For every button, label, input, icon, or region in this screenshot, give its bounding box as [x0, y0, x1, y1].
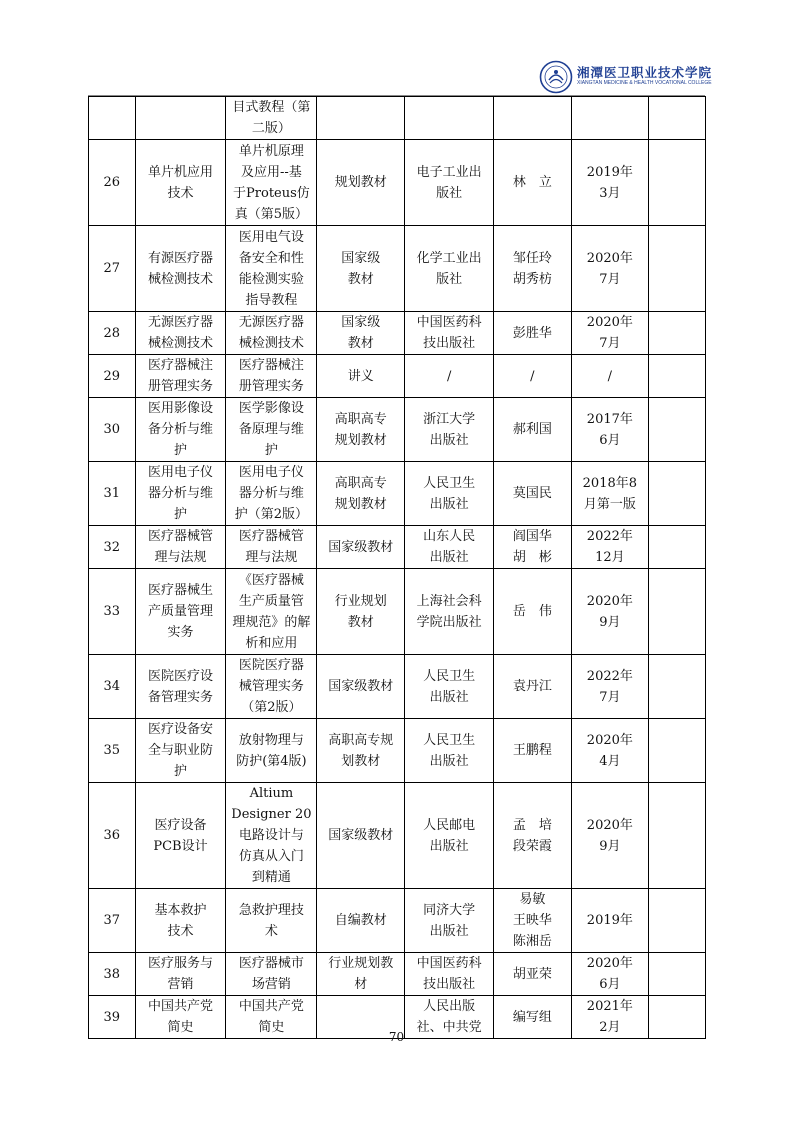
cell-note: [649, 569, 706, 655]
cell-textbook: 医用电气设 备安全和性 能检测实验 指导教程: [226, 226, 317, 312]
college-header: [539, 58, 713, 96]
cell-note: [649, 462, 706, 526]
cell-editor: 编写组: [494, 996, 572, 1039]
cell-date: 2020年 7月: [571, 226, 649, 312]
cell-editor: 胡亚荣: [494, 953, 572, 996]
cell-no: 28: [89, 312, 136, 355]
cell-date: 2019年: [571, 889, 649, 953]
cell-publisher: /: [405, 355, 494, 398]
cell-no: 34: [89, 655, 136, 719]
cell-editor: 邹任玲 胡秀枋: [494, 226, 572, 312]
cell-course: 单片机应用 技术: [135, 140, 226, 226]
cell-type: 讲义: [317, 355, 405, 398]
cell-editor: 王鹏程: [494, 719, 572, 783]
page-number: 70: [388, 1030, 405, 1044]
table-row: [89, 355, 706, 398]
cell-type: 高职高专 规划教材: [317, 462, 405, 526]
table-row: [89, 226, 706, 312]
cell-no: 29: [89, 355, 136, 398]
cell-textbook: 放射物理与 防护(第4版): [226, 719, 317, 783]
table-row: [89, 719, 706, 783]
cell-date: 2018年8 月第一版: [571, 462, 649, 526]
cell-course: 中国共产党 简史: [135, 996, 226, 1039]
cell-editor: 岳 伟: [494, 569, 572, 655]
cell-note: [649, 226, 706, 312]
cell-editor: /: [494, 355, 572, 398]
cell-textbook: 医疗器械管 理与法规: [226, 526, 317, 569]
cell-course: 医疗器械管 理与法规: [135, 526, 226, 569]
cell-textbook: 医疗器械市 场营销: [226, 953, 317, 996]
cell-note: [649, 655, 706, 719]
cell-editor: 林 立: [494, 140, 572, 226]
table-row: [89, 526, 706, 569]
cell-no: 38: [89, 953, 136, 996]
college-name-en: XIANGTAN MEDICINE & HEALTH VOCATIONAL COLLEGE: [577, 80, 712, 86]
cell-no: [89, 97, 136, 140]
cell-no: 36: [89, 783, 136, 889]
cell-note: [649, 140, 706, 226]
table-row: [89, 889, 706, 953]
cell-editor: 袁丹江: [494, 655, 572, 719]
cell-type: 行业规划 教材: [317, 569, 405, 655]
cell-course: 医疗设备 PCB设计: [135, 783, 226, 889]
cell-course: 无源医疗器 械检测技术: [135, 312, 226, 355]
cell-editor: 孟 培 段荣霞: [494, 783, 572, 889]
cell-publisher: 中国医药科 技出版社: [405, 953, 494, 996]
cell-type: 国家级教材: [317, 655, 405, 719]
table-row: [89, 953, 706, 996]
cell-publisher: 同济大学 出版社: [405, 889, 494, 953]
cell-publisher: 人民卫生 出版社: [405, 719, 494, 783]
cell-textbook: 《医疗器械 生产质量管 理规范》的解 析和应用: [226, 569, 317, 655]
cell-textbook: 医用电子仪 器分析与维 护（第2版）: [226, 462, 317, 526]
cell-no: 30: [89, 398, 136, 462]
cell-date: 2017年 6月: [571, 398, 649, 462]
cell-textbook: 无源医疗器 械检测技术: [226, 312, 317, 355]
cell-note: [649, 953, 706, 996]
cell-textbook: 中国共产党 简史: [226, 996, 317, 1039]
cell-note: [649, 526, 706, 569]
cell-publisher: 化学工业出 版社: [405, 226, 494, 312]
cell-no: 27: [89, 226, 136, 312]
cell-textbook: 医院医疗器 械管理实务 （第2版）: [226, 655, 317, 719]
cell-date: /: [571, 355, 649, 398]
cell-no: 26: [89, 140, 136, 226]
cell-publisher: [405, 97, 494, 140]
cell-type: 自编教材: [317, 889, 405, 953]
cell-type: 国家级 教材: [317, 312, 405, 355]
table-row: [89, 655, 706, 719]
cell-type: 国家级教材: [317, 783, 405, 889]
cell-note: [649, 398, 706, 462]
cell-textbook: 急救护理技 术: [226, 889, 317, 953]
cell-note: [649, 783, 706, 889]
table-row: [89, 398, 706, 462]
table-row: [89, 462, 706, 526]
cell-note: [649, 889, 706, 953]
cell-no: 39: [89, 996, 136, 1039]
cell-no: 37: [89, 889, 136, 953]
cell-date: 2020年 9月: [571, 569, 649, 655]
cell-publisher: 电子工业出 版社: [405, 140, 494, 226]
cell-course: 有源医疗器 械检测技术: [135, 226, 226, 312]
cell-date: 2020年 4月: [571, 719, 649, 783]
cell-date: [571, 97, 649, 140]
cell-publisher: 人民邮电 出版社: [405, 783, 494, 889]
cell-type: 行业规划教 材: [317, 953, 405, 996]
cell-type: 高职高专规 划教材: [317, 719, 405, 783]
college-name-cn: 湘潭医卫职业技术学院: [577, 65, 713, 80]
table-row: [89, 140, 706, 226]
cell-course: 医院医疗设 备管理实务: [135, 655, 226, 719]
cell-date: 2020年 9月: [571, 783, 649, 889]
cell-type: 国家级教材: [317, 526, 405, 569]
cell-publisher: 上海社会科 学院出版社: [405, 569, 494, 655]
table-row: [89, 312, 706, 355]
cell-publisher: 浙江大学 出版社: [405, 398, 494, 462]
cell-date: 2020年 7月: [571, 312, 649, 355]
cell-textbook: 医学影像设 备原理与维 护: [226, 398, 317, 462]
cell-date: 2020年 6月: [571, 953, 649, 996]
cell-no: 32: [89, 526, 136, 569]
cell-no: 35: [89, 719, 136, 783]
cell-type: 高职高专 规划教材: [317, 398, 405, 462]
table-row: [89, 97, 706, 140]
cell-no: 31: [89, 462, 136, 526]
cell-date: 2022年 7月: [571, 655, 649, 719]
cell-publisher: 人民卫生 出版社: [405, 462, 494, 526]
cell-course: 医疗设备安 全与职业防 护: [135, 719, 226, 783]
table-row: [89, 783, 706, 889]
cell-publisher: 人民卫生 出版社: [405, 655, 494, 719]
cell-no: 33: [89, 569, 136, 655]
cell-note: [649, 355, 706, 398]
cell-textbook: 单片机原理 及应用--基 于Proteus仿 真（第5版）: [226, 140, 317, 226]
cell-course: 医疗器械注 册管理实务: [135, 355, 226, 398]
cell-date: 2019年 3月: [571, 140, 649, 226]
cell-type: 规划教材: [317, 140, 405, 226]
textbook-table: [88, 96, 706, 1039]
cell-editor: 彭胜华: [494, 312, 572, 355]
cell-editor: 阎国华 胡 彬: [494, 526, 572, 569]
cell-type: [317, 97, 405, 140]
table-row: [89, 569, 706, 655]
cell-type: 国家级 教材: [317, 226, 405, 312]
cell-course: 基本救护 技术: [135, 889, 226, 953]
cell-course: 医用电子仪 器分析与维 护: [135, 462, 226, 526]
cell-editor: [494, 97, 572, 140]
cell-course: 医疗服务与 营销: [135, 953, 226, 996]
cell-textbook: Altium Designer 20 电路设计与 仿真从入门 到精通: [226, 783, 317, 889]
cell-editor: 郝利国: [494, 398, 572, 462]
cell-textbook: 医疗器械注 册管理实务: [226, 355, 317, 398]
college-logo-icon: [539, 60, 573, 94]
cell-editor: 易敏 王映华 陈湘岳: [494, 889, 572, 953]
cell-publisher: 人民出版 社、中共党: [405, 996, 494, 1039]
cell-date: 2021年 2月: [571, 996, 649, 1039]
cell-publisher: 中国医药科 技出版社: [405, 312, 494, 355]
cell-note: [649, 719, 706, 783]
cell-note: [649, 312, 706, 355]
cell-date: 2022年 12月: [571, 526, 649, 569]
cell-publisher: 山东人民 出版社: [405, 526, 494, 569]
cell-textbook: 目式教程（第 二版）: [226, 97, 317, 140]
cell-note: [649, 97, 706, 140]
cell-editor: 莫国民: [494, 462, 572, 526]
cell-course: 医疗器械生 产质量管理 实务: [135, 569, 226, 655]
cell-course: [135, 97, 226, 140]
cell-course: 医用影像设 备分析与维 护: [135, 398, 226, 462]
